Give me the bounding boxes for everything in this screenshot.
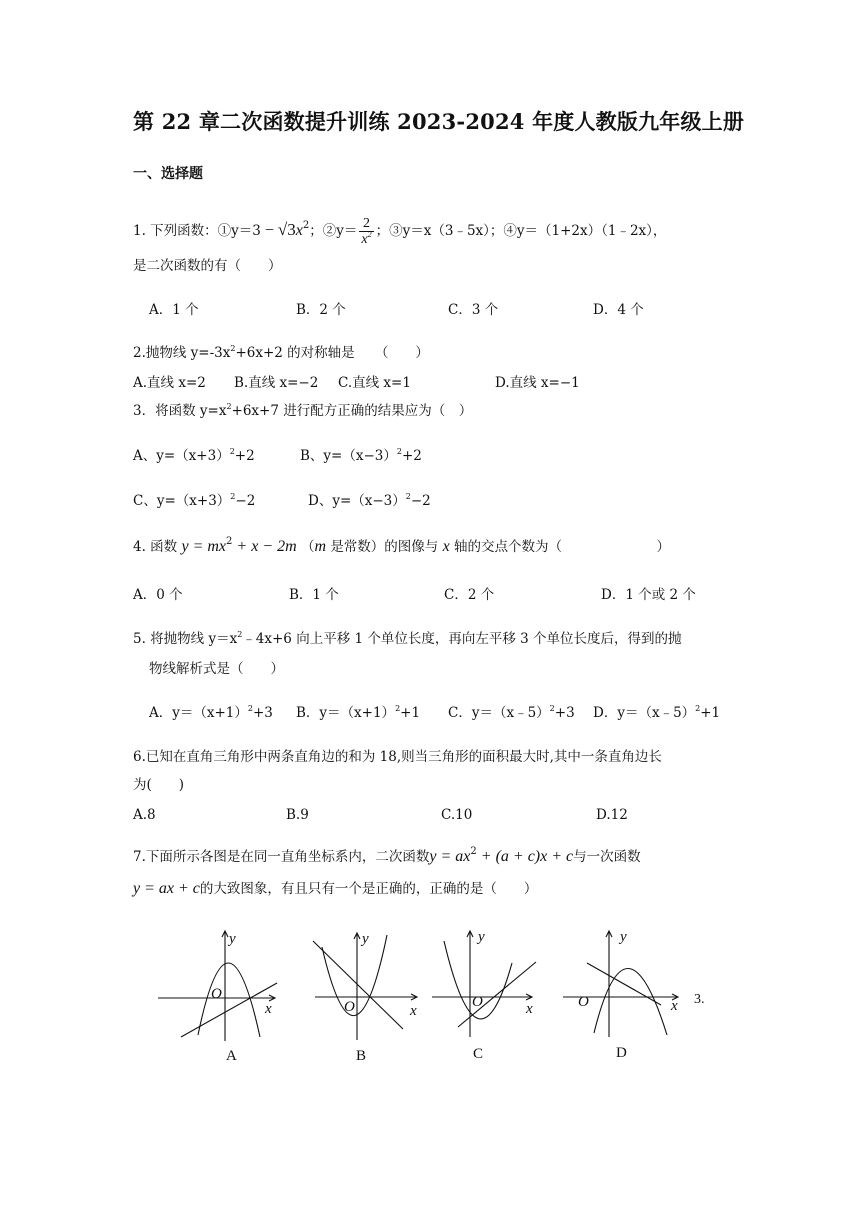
q1-option-c: C．3 个 <box>448 302 499 318</box>
graph-a-label: A <box>226 1048 237 1064</box>
q2-option-d: D.直线 x=−1 <box>495 375 580 391</box>
q1-line2: 是二次函数的有（ ） <box>133 258 282 274</box>
q5-option-a: A．$y=(x+1)^2+3$ <box>149 704 273 721</box>
section-heading: 一、选择题 <box>133 166 203 182</box>
q7-line2: y = ax + c的大致图象，有且只有一个是正确的，正确的是（ ） <box>133 880 538 897</box>
q2-option-a: A.直线 x=2 <box>133 375 206 391</box>
q1-rest: ；③y＝x（3﹣5x）；④y＝（1+2x）（1﹣2x）， <box>375 223 667 239</box>
q4-option-c: C．2 个 <box>444 587 495 603</box>
q6-option-c: C.10 <box>441 807 473 823</box>
graph-a-origin: O <box>211 986 222 1002</box>
graph-b-x-label: x <box>410 1003 417 1019</box>
q2-option-c: C.直线 x=1 <box>338 375 411 391</box>
graph-c <box>428 925 548 1045</box>
q5-option-d: D．y＝（x﹣5）$^2$+1 <box>593 704 721 721</box>
q1-sqrt: √3 <box>277 220 296 239</box>
graph-d-x-label: x <box>671 998 678 1014</box>
page-title: 第 22 章二次函数提升训练 2023-2024 年度人教版九年级上册 <box>133 109 745 134</box>
q3-option-b: B、$y=(x-3)^2+2$ <box>300 447 422 464</box>
graph-a <box>155 925 285 1045</box>
q6-line2: 为( ) <box>133 777 185 793</box>
q3-option-a: A、$y=(x+3)^2+2$ <box>133 447 255 464</box>
q5-option-b: B．$y=(x+1)^2+1$ <box>296 704 421 721</box>
q1-mid: ；②y＝ <box>309 223 358 239</box>
graph-d-origin: O <box>578 994 589 1010</box>
q1-stem-a: 1. 下列函数：①y＝3 <box>133 223 261 239</box>
q4-option-a: A．0 个 <box>133 587 183 603</box>
q1-fraction: $\frac{2}{x^2}$ <box>361 216 372 247</box>
graph-c-label: C <box>473 1046 484 1062</box>
q5-option-c: C．y＝（x﹣5）$^2$+3 <box>448 704 575 721</box>
q1-x: x <box>295 222 303 239</box>
graph-c-origin: O <box>472 994 483 1010</box>
q3-option-c: C、$y=(x+3)^2-2$ <box>133 492 256 509</box>
graph-d-y-label: y <box>620 929 627 945</box>
graph-b-y-label: y <box>362 931 369 947</box>
q6-line1: 6.已知在直角三角形中两条直角边的和为 18,则当三角形的面积最大时,其中一条直角边长 <box>133 749 662 765</box>
q5-stem: 5. 将抛物线 $y=x^2﹣4x+6$ 向上平移 1 个单位长度，再向左平移 3 个单位长度后，得到的抛 <box>133 630 682 647</box>
graph-c-y-label: y <box>478 929 485 945</box>
graph-b-origin: O <box>344 999 355 1015</box>
q3-stem: 3．将函数 $y=x^2+6x+7$ 进行配方正确的结果应为（ ） <box>133 402 473 419</box>
graph-d-label: D <box>616 1045 627 1061</box>
q7-line1: 7.下面所示各图是在同一直角坐标系内，二次函数$y = ax^2 + (a + c)x + c$与一次函数 <box>133 846 641 865</box>
graph-a-y-label: y <box>229 931 236 947</box>
q4-option-b: B．1 个 <box>289 587 339 603</box>
q4-stem: 4. 函数 $y = mx^2 + x - 2m$ （m 是常数）的图像与 x 轴的交点个数为（ ） <box>133 536 671 555</box>
q1-option-b: B．2 个 <box>296 302 346 318</box>
q1-option-a: A．1 个 <box>149 302 199 318</box>
q2-stem: 2.抛物线 $y=-3x^2+6x+2$ 的对称轴是 （ ） <box>133 344 429 361</box>
q5-line2: 物线解析式是（ ） <box>149 661 284 677</box>
graph-a-x-label: x <box>265 1001 272 1017</box>
q4-option-d: D．1 个或 2 个 <box>601 587 696 603</box>
q1-option-d: D．4 个 <box>593 302 644 318</box>
q2-option-b: B.直线 x=−2 <box>234 375 319 391</box>
q6-option-d: D.12 <box>596 807 628 823</box>
q6-option-b: B.9 <box>286 807 309 823</box>
q1-stem: 1. 下列函数：①y＝3 − $√3x^2$；②y＝ $\frac{2}{x^2}$ ；③y＝x（3﹣5x）；④y＝（1+2x）（1﹣2x）， <box>133 216 667 247</box>
graph-c-x-label: x <box>526 1001 533 1017</box>
graph-b-label: B <box>356 1048 367 1064</box>
q6-option-a: A.8 <box>133 807 156 823</box>
q3-option-d: D、$y=(x-3)^2-2$ <box>308 492 431 509</box>
trailing-number: 3. <box>694 992 705 1007</box>
